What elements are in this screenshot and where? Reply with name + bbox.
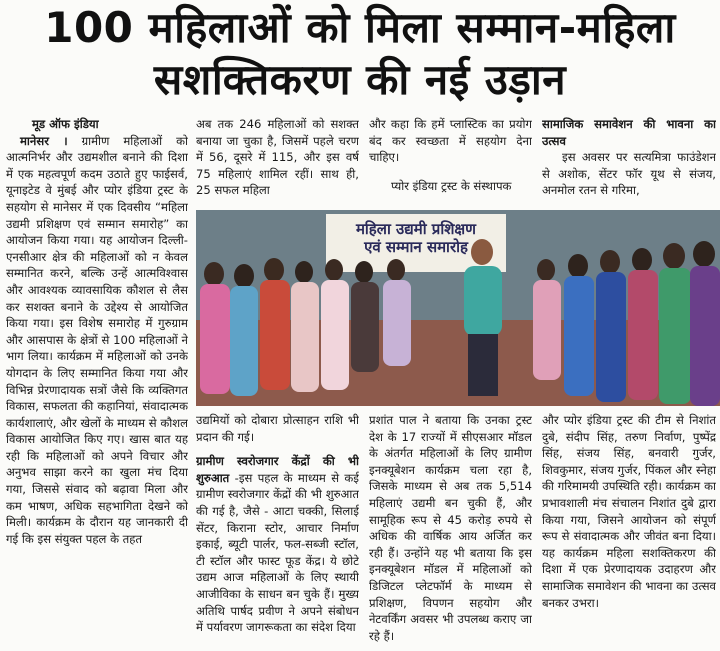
column-4-top-text: इस अवसर पर सत्यमित्रा फाउंडेशन से अशोक, सेंटर फॉर यूथ से संजय, अनमोल रतन से गरिमा, xyxy=(542,150,716,198)
article-column-1 xyxy=(6,116,188,646)
column-4-bottom-text: और प्योर इंडिया ट्रस्ट की टीम से निशांत दुबे, संदीप सिंह, तरुण निर्वाण, पुष्पेंद्र सिंह, संजय सिंह, बनवारी गुर्जर, शिवकुमार, संजय गुर्जर, पिंकल और स्नेहा की गरिमामयी उपस्थिति रही। कार्यक्रम का प्रभावशाली मंच संचालन निशांत दुबे द्वारा किया गया, जिसने आयोजन को संपूर्ण रूप से संवादात्मक और जीवंत बना दिया। यह कार्यक्रम महिला सशक्तिकरण की दिशा में एक प्रेरणादायक उदाहरण और सामाजिक समावेशन की भावना का उत्सव बनकर उभरा। xyxy=(542,413,716,610)
column-2-top-text: अब तक 246 महिलाओं को सशक्त बनाया जा चुका है, जिसमें पहले चरण में 56, दूसरे में 115, और इस वर्ष 75 महिलाएं शामिल रहीं। साथ ही, 25 सफल महिला xyxy=(196,117,359,198)
article-column-2-bottom xyxy=(196,412,359,646)
event-photo xyxy=(196,210,720,406)
headline-line-2: सशक्तिकरण की नई उड़ान xyxy=(153,55,567,104)
column-3-top-text: और कहा कि हमें प्लास्टिक का प्रयोग बंद कर स्वच्छता में सहयोग देना चाहिए। xyxy=(369,117,532,165)
column-2-subhead: ग्रामीण स्वरोजगार केंद्रों की भी शुरुआत xyxy=(196,454,359,485)
column-3-bottom-text: प्रशांत पाल ने बताया कि उनका ट्रस्ट देश के 17 राज्यों में सीएसआर मॉडल के अंतर्गत महिलाओं के लिए ग्रामीण इनक्यूबेशन कार्यक्रम चला रहा है, जिसके माध्यम से अब तक 5,514 महिलाएं उद्यमी बन चुकी हैं, और सामूहिक रूप से 45 करोड़ रुपये से अधिक की वार्षिक आय अर्जित कर रही हैं। उन्होंने यह भी बताया कि इस इनक्यूबेशन मॉडल में महिलाओं को डिजिटल प्लेटफॉर्म के माध्यम से प्रशिक्षण, विपणन सहयोग और नेटवर्किंग अवसर भी उपलब्ध कराए जा रहे हैं। xyxy=(369,413,532,643)
article-column-4-bottom xyxy=(542,412,716,646)
banner-text-1: महिला उद्यमी प्रशिक्षण xyxy=(355,220,477,238)
article-column-3-top xyxy=(369,116,532,204)
byline-publication: मूड ऑफ इंडिया xyxy=(32,117,99,131)
column-4-subhead: सामाजिक समावेशन की भावना का उत्सव xyxy=(542,117,716,148)
column-2-bottom-text-b: -इस पहल के माध्यम से कई ग्रामीण स्वरोजगार केंद्रों की भी शुरुआत की गई है, जैसे - आटा चक्की, सिलाई सेंटर, किराना स्टोर, आचार निर्माण इकाई, ब्यूटी पार्लर, फल-सब्जी स्टॉल, टी स्टॉल और फास्ट फूड केंद्र। ये छोटे उद्यम आज महिलाओं के लिए स्थायी आजीविका के साधन बन चुके हैं। मुख्य अतिथि पार्षद प्रवीण ने अपने संबोधन में पर्यावरण जागरूकता का संदेश दिया xyxy=(196,470,359,635)
article-column-2-top xyxy=(196,116,359,204)
banner-text-2: एवं सम्मान समारोह xyxy=(364,238,468,256)
column-1-text: ग्रामीण महिलाओं को आत्मनिर्भर और उद्यमशील बनाने की दिशा में एक महत्वपूर्ण कदम उठाते हुए फाईसर्व, यूनाइटेड वे मुंबई और प्योर इंडिया ट्रस्ट के सहयोग से मानेसर में एक दिवसीय “महिला उद्यमी प्रशिक्षण एवं सम्मान समारोह” का आयोजन किया गया। यह आयोजन दिल्ली-एनसीआर क्षेत्र की महिलाओं को न केवल सम्मानित करने, बल्कि उन्हें आत्मविश्वास और आवश्यक व्यावसायिक कौशल से लैस कर सशक्त बनाने के उद्देश्य से आयोजित किया गया। इस विशेष समारोह में गुरुग्राम और आसपास के क्षेत्रों से 100 महिलाओं ने भाग लिया। कार्यक्रम में महिलाओं को उनके योगदान के लिए सम्मानित किया गया और विभिन्न प्रेरणादायक सत्रों जैसे कि व्यक्तिगत विकास, सफलता की कहानियां, संवादात्मक कार्यशालाएं, और खेलों के माध्यम से कौशल विकास आयोजित किए गए। खास बात यह रही कि महिलाओं को अपने विचार और अनुभव साझा करने का खुला मंच दिया गया, जिससे संवाद को बढ़ावा मिला और कम भाषण, अधिक सहभागिता देखने को मिली। कार्यक्रम के दौरान यह जानकारी दी गई कि इस संयुक्त पहल के तहत xyxy=(6,133,188,546)
article-column-3-bottom xyxy=(369,412,532,646)
column-2-bottom-text-a: उद्यमियों को दोबारा प्रोत्साहन राशि भी प्रदान की गई। xyxy=(196,413,359,444)
article-column-4-top xyxy=(542,116,716,204)
column-3-top-text-2: प्योर इंडिया ट्रस्ट के संस्थापक xyxy=(391,178,512,193)
headline-line-1: 100 महिलाओं को मिला सम्मान-महिला xyxy=(44,3,676,52)
dateline: मानेसर । xyxy=(20,133,68,148)
